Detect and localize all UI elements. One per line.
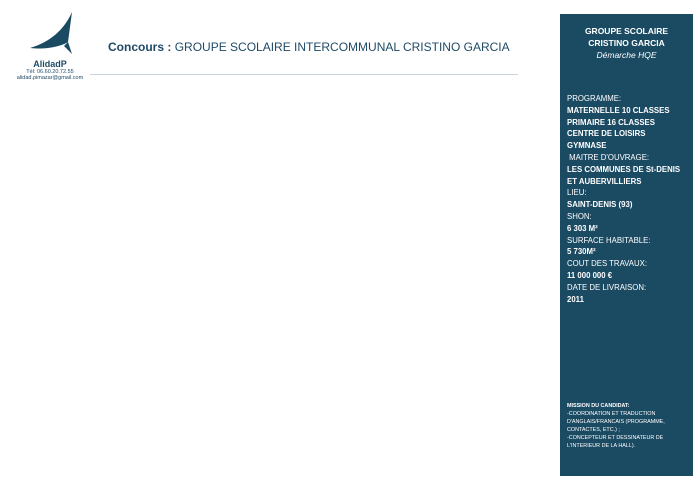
- panel-header: [560, 14, 693, 61]
- title-prefix: Concours :: [108, 40, 172, 54]
- project-info-panel: [560, 14, 693, 476]
- title-text: GROUPE SCOLAIRE INTERCOMMUNAL CRISTINO GARCIA: [174, 40, 510, 54]
- programme-item: GYMNASE: [567, 141, 607, 151]
- surface-value: 5 730M²: [567, 247, 596, 257]
- mission-line: CONTACTES, ETC.) ;: [567, 427, 620, 434]
- project-specs: [567, 93, 691, 305]
- mission-line: L'INTERIEUR DE LA HALL).: [567, 443, 636, 450]
- panel-title-line1: GROUPE SCOLAIRE: [584, 26, 669, 36]
- maitre-label: MAITRE D'OUVRAGE:: [567, 152, 650, 162]
- mission-block: [567, 402, 691, 451]
- logo-name: AlidadP: [33, 59, 67, 69]
- livraison-value: 2011: [567, 294, 584, 304]
- shon-label: SHON:: [567, 211, 592, 221]
- lieu-label: LIEU:: [567, 188, 587, 198]
- programme-item: CENTRE DE LOISIRS: [567, 129, 646, 139]
- maitre-value-line1: LES COMMUNES DE St-DENIS: [567, 164, 681, 174]
- logo-sail-icon: [28, 12, 76, 58]
- logo-tel: Tél: 06.60.20.72.55: [26, 69, 74, 75]
- logo: [10, 12, 90, 80]
- programme-label: PROGRAMME:: [567, 94, 622, 103]
- header-divider: [90, 74, 518, 75]
- surface-label: SURFACE HABITABLE:: [567, 235, 651, 245]
- panel-subtitle: Démarche HQE: [596, 50, 657, 60]
- maitre-value-line2: ET AUBERVILLIERS: [567, 176, 642, 186]
- programme-item: MATERNELLE 10 CLASSES: [567, 105, 670, 115]
- cout-value: 11 000 000 €: [567, 270, 613, 280]
- logo-email: alidad.pimazar@gmail.com: [16, 75, 84, 81]
- panel-title-line2: CRISTINO GARCIA: [588, 38, 665, 48]
- shon-value: 6 303 M²: [567, 223, 598, 233]
- mission-line: D'ANGLAIS/FRANCAIS (PROGRAMME,: [567, 419, 665, 426]
- mission-line: -COORDINATION ET TRADUCTION: [567, 411, 656, 418]
- mission-line: -CONCEPTEUR ET DESSINATEUR DE: [567, 435, 664, 442]
- programme-item: PRIMAIRE 16 CLASSES: [567, 117, 655, 127]
- lieu-value: SAINT-DENIS (93): [567, 200, 633, 210]
- page-title: [108, 40, 510, 54]
- livraison-label: DATE DE LIVRAISON:: [567, 282, 647, 292]
- cout-label: COUT DES TRAVAUX:: [567, 259, 648, 269]
- mission-label: MISSION DU CANDIDAT:: [567, 403, 630, 409]
